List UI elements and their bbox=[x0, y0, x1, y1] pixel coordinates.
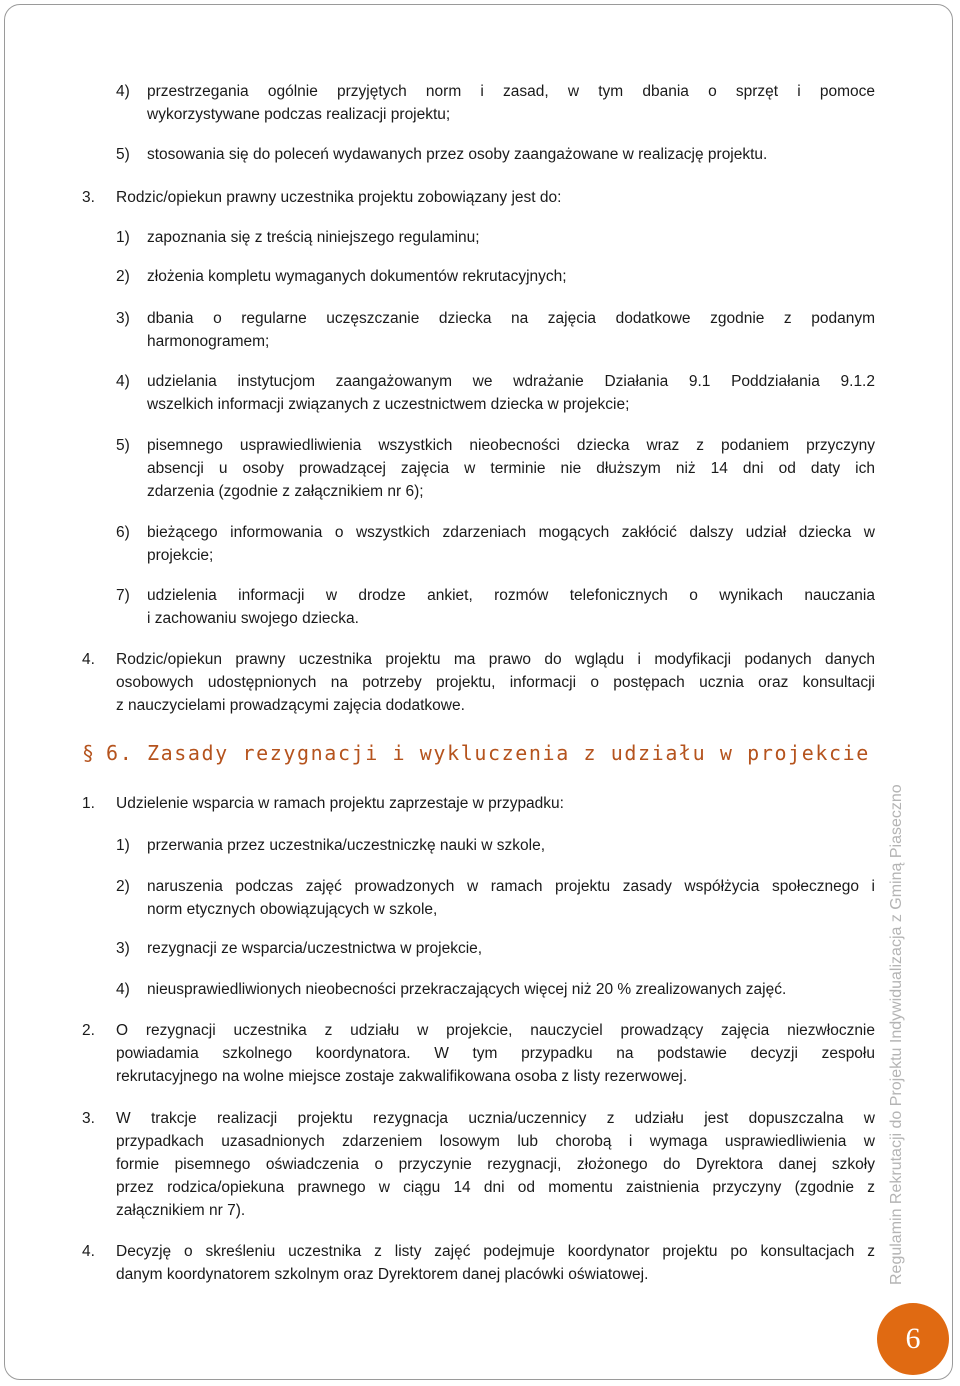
paragraph-text: z nauczycielami prowadzącymi zajęcia dodatkowe. bbox=[116, 697, 465, 714]
paragraph-text: załącznikiem nr 7). bbox=[116, 1202, 246, 1219]
item-number: 3) bbox=[116, 310, 130, 327]
list-item-text: naruszenia podczas zajęć prowadzonych w ramach projektu zasady współżycia społecznego i bbox=[147, 878, 875, 895]
item-number: 4) bbox=[116, 981, 130, 998]
list-item-text: norm etycznych obowiązujących w szkole, bbox=[147, 901, 438, 918]
heading-marker: § bbox=[82, 741, 97, 765]
list-item-text: bieżącego informowania o wszystkich zdarzeniach mogących zakłócić dalszy udział dziecka w bbox=[147, 524, 875, 541]
item-number: 2) bbox=[116, 878, 130, 895]
page-number-badge: 6 bbox=[877, 1303, 949, 1375]
list-item-text: projekcie; bbox=[147, 547, 214, 564]
list-item-text: stosowania się do poleceń wydawanych przez osoby zaangażowane w realizację projektu. bbox=[147, 146, 768, 163]
item-number: 6) bbox=[116, 524, 130, 541]
list-item-text: udzielenia informacji w drodze ankiet, rozmów telefonicznych o wynikach nauczania bbox=[147, 587, 875, 604]
list-item-text: zapoznania się z treścią niniejszego regulaminu; bbox=[147, 229, 480, 246]
item-number: 1) bbox=[116, 837, 130, 854]
list-item-text: nieusprawiedliwionych nieobecności przekraczających więcej niż 20 % zrealizowanych zajęć. bbox=[147, 981, 787, 998]
section-heading bbox=[82, 741, 870, 765]
section-number: 3. bbox=[82, 1110, 95, 1127]
section-number: 4. bbox=[82, 651, 95, 668]
list-item-text: absencji u osoby prowadzącej zajęcia w terminie nie dłuższym niż 14 dni od daty ich bbox=[147, 460, 875, 477]
list-item-text: rezygnacji ze wsparcia/uczestnictwa w projekcie, bbox=[147, 940, 483, 957]
list-item-text: dbania o regularne uczęszczanie dziecka na zajęcia dodatkowe zgodnie z podanym bbox=[147, 310, 875, 327]
paragraph-text: O rezygnacji uczestnika z udziału w projekcie, nauczyciel prowadzący zajęcia niezwłocznie bbox=[116, 1022, 875, 1039]
paragraph-text: Rodzic/opiekun prawny uczestnika projektu ma prawo do wglądu i modyfikacji podanych danych bbox=[116, 651, 875, 668]
section-lead: Udzielenie wsparcia w ramach projektu zaprzestaje w przypadku: bbox=[116, 795, 564, 812]
heading-text: 6. Zasady rezygnacji i wykluczenia z udziału w projekcie bbox=[106, 741, 870, 765]
paragraph-text: Decyzję o skreśleniu uczestnika z listy zajęć podejmuje koordynator projektu po konsultacjach z bbox=[116, 1243, 875, 1260]
section-lead: Rodzic/opiekun prawny uczestnika projektu zobowiązany jest do: bbox=[116, 189, 562, 206]
item-number: 3) bbox=[116, 940, 130, 957]
paragraph-text: formie pisemnego oświadczenia o przyczynie rezygnacji, złożonego do Dyrektora danej szkoły bbox=[116, 1156, 875, 1173]
list-item-text: i zachowaniu swojego dziecka. bbox=[147, 610, 359, 627]
list-item-text: udzielania instytucjom zaangażowanym we wdrażanie Działania 9.1 Poddziałania 9.1.2 bbox=[147, 373, 875, 390]
side-document-title: Regulamin Rekrutacji do Projektu Indywidualizacja z Gminą Piaseczno bbox=[888, 784, 905, 1285]
section-number: 1. bbox=[82, 795, 95, 812]
paragraph-text: przypadkach uzasadnionych zdarzeniem losowym lub chorobą i wymaga usprawiedliwienia w bbox=[116, 1133, 875, 1150]
list-item-text: wykorzystywane podczas realizacji projektu; bbox=[147, 106, 451, 123]
item-number: 7) bbox=[116, 587, 130, 604]
section-number: 3. bbox=[82, 189, 95, 206]
paragraph-text: danym koordynatorem szkolnym oraz Dyrektorem danej placówki oświatowej. bbox=[116, 1266, 649, 1283]
paragraph-text: rekrutacyjnego na wolne miejsce zostaje zakwalifikowana osoba z listy rezerwowej. bbox=[116, 1068, 688, 1085]
item-number: 5) bbox=[116, 146, 130, 163]
list-item-text: pisemnego usprawiedliwienia wszystkich nieobecności dziecka wraz z podaniem przyczyny bbox=[147, 437, 875, 454]
item-number: 2) bbox=[116, 268, 130, 285]
section-number: 4. bbox=[82, 1243, 95, 1260]
section-number: 2. bbox=[82, 1022, 95, 1039]
list-item-text: przestrzegania ogólnie przyjętych norm i zasad, w tym dbania o sprzęt i pomoce bbox=[147, 83, 875, 100]
paragraph-text: powiadamia szkolnego koordynatora. W tym przypadku na podstawie decyzji zespołu bbox=[116, 1045, 875, 1062]
list-item-text: złożenia kompletu wymaganych dokumentów rekrutacyjnych; bbox=[147, 268, 567, 285]
item-number: 4) bbox=[116, 83, 130, 100]
list-item-text: przerwania przez uczestnika/uczestniczkę nauki w szkole, bbox=[147, 837, 546, 854]
paragraph-text: W trakcje realizacji projektu rezygnacja ucznia/uczennicy z udziału jest dopuszczalna w bbox=[116, 1110, 875, 1127]
item-number: 1) bbox=[116, 229, 130, 246]
list-item-text: wszelkich informacji związanych z uczestnictwem dziecka w projekcie; bbox=[147, 396, 630, 413]
paragraph-text: osobowych udostępnionych na potrzeby projektu, informacji o postępach ucznia oraz konsultacji bbox=[116, 674, 875, 691]
item-number: 5) bbox=[116, 437, 130, 454]
paragraph-text: przez rodzica/opiekuna prawnego w ciągu 14 dni od momentu zaistnienia przyczyny (zgodnie z bbox=[116, 1179, 875, 1196]
item-number: 4) bbox=[116, 373, 130, 390]
list-item-text: harmonogramem; bbox=[147, 333, 270, 350]
list-item-text: zdarzenia (zgodnie z załącznikiem nr 6); bbox=[147, 483, 424, 500]
